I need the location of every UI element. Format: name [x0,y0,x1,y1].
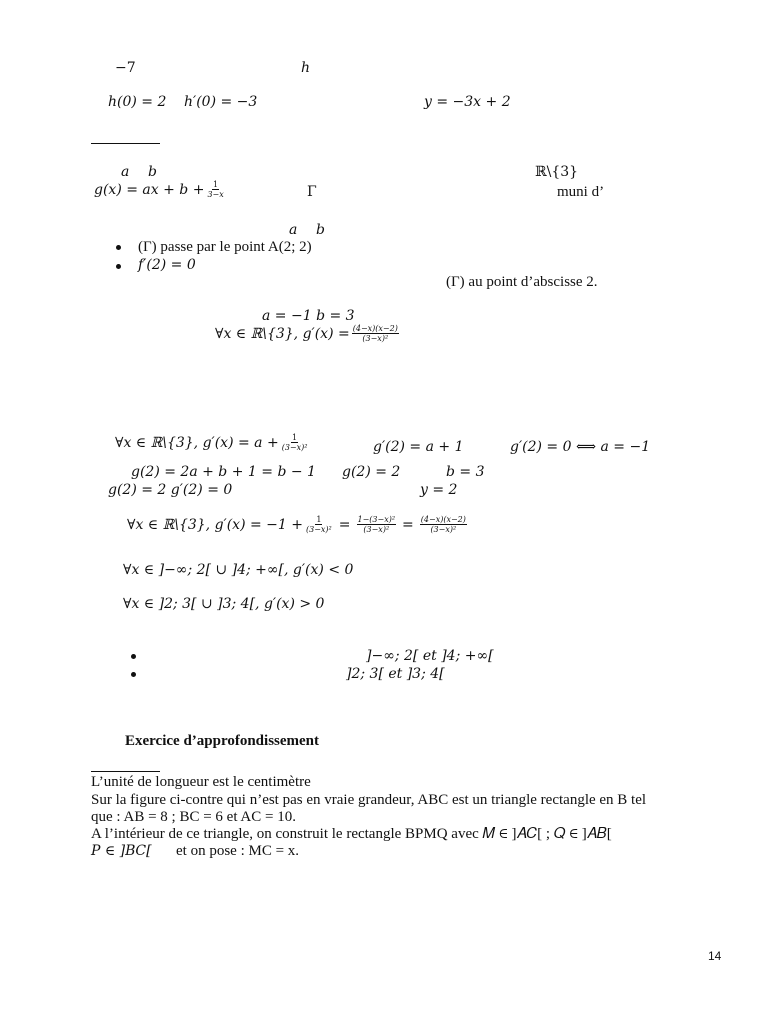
solution-g-prime-text: ∀𝑥 ∈ ℝ\{3}, 𝑔′(𝑥) = 𝑎 + [115,434,279,451]
g-at-2-expression: 𝑔(2) = 2𝑎 + 𝑏 + 1 = 𝑏 − 1 [131,464,316,480]
exercise-title: Exercice d’approfondissement [125,733,320,749]
paragraph-line-1: L’unité de longueur est le centimètre [91,774,311,790]
equals-sign: = [402,516,414,533]
g-definition [94,180,227,199]
increasing-intervals: ]2; 3[ 𝑒𝑡 ]3; 4[ [346,666,445,682]
fraction-2-denominator: (3−𝑥)² [363,525,390,535]
tangent-question: (Γ) au point d’abscisse 2. [446,274,598,290]
tangent-y-2: 𝑦 = 2 [420,482,458,498]
bullet-icon [116,264,121,269]
fraction-1-numerator: 1 [316,515,322,524]
decreasing-intervals: ]−∞; 2[ 𝑒𝑡 ]4; +∞[ [366,648,494,664]
bullet-icon [131,654,136,659]
answer-a-b: 𝑎 = −1 𝑏 = 3 [262,308,355,324]
muni-text: muni d’ [557,184,605,200]
answer-g-prime-fraction [352,324,399,343]
b-solution: 𝑏 = 3 [446,464,485,480]
equals-sign: = [338,516,351,533]
a-solution: 𝑔′(2) = 0 ⟺ 𝑎 = −1 [510,439,651,455]
answer-numerator: (4−𝑥)(𝑥−2) [352,324,398,333]
fraction-3-numerator: (4−𝑥)(𝑥−2) [420,515,466,524]
g-definition-text: 𝑔(𝑥) = 𝑎𝑥 + 𝑏 + [94,181,205,198]
g-prime-computation [127,515,469,534]
value-minus-seven: −7 [115,60,136,76]
answer-denominator: (3−𝑥)² [362,334,389,344]
sign-positive-interval: ∀𝑥 ∈ ]2; 3[ ∪ ]3; 4[, 𝑔′(𝑥) > 0 [123,596,325,612]
fraction-2-numerator: 1−(3−𝑥)² [357,515,396,524]
h-at-zero: ℎ(0) = 2 [108,94,167,110]
bullet-icon [131,672,136,677]
section-divider [91,143,160,144]
g-def-numerator: 1 [213,180,219,189]
fraction-3-denominator: (3−𝑥)² [430,525,457,535]
condition-derivative: 𝑓′(2) = 0 [138,257,196,273]
bullet-icon [116,245,121,250]
g-prime-at-2: 𝑔′(2) = 𝑎 + 1 [373,439,464,455]
paragraph-line-3: que : AB = 8 ; BC = 6 et AC = 10. [91,809,296,825]
param-a: 𝑎 [121,164,130,180]
g-at-2-value: 𝑔(2) = 2 [342,464,401,480]
answer-g-prime-text: ∀𝑥 ∈ ℝ\{3}, 𝑔′(𝑥) = [215,325,350,342]
fraction-3 [420,515,467,534]
g-definition-fraction [206,180,224,199]
paragraph-line-5-math: 𝑃 ∈ ]𝐵𝐶[ [91,843,152,859]
conditions-at-2: 𝑔(2) = 2 𝑔′(2) = 0 [108,482,233,498]
sign-negative-interval: ∀𝑥 ∈ ]−∞; 2[ ∪ ]4; +∞[, 𝑔′(𝑥) < 0 [123,562,354,578]
param-a-2: 𝑎 [289,222,298,238]
solution-g-prime [115,433,310,452]
fraction-2 [357,515,397,534]
solution-g-prime-fraction [281,433,309,452]
answer-g-prime [215,324,401,343]
condition-point-a: (Γ) passe par le point A(2; 2) [138,239,312,255]
fraction-1-denominator: (3−𝑥)² [306,525,332,535]
param-b: 𝑏 [148,164,157,180]
section-divider [91,771,160,772]
h-prime-at-zero: ℎ′(0) = −3 [184,94,258,110]
paragraph-line-2: Sur la figure ci-contre qui n’est pas en vraie grandeur, ABC est un triangle rectangle en B tel [91,792,647,808]
solution-denominator: (3−𝑥)² [281,443,308,453]
g-prime-computation-text: ∀𝑥 ∈ ℝ\{3}, 𝑔′(𝑥) = −1 + [127,516,303,533]
fraction-1 [305,515,333,534]
paragraph-line-5-text: et on pose : MC = x. [176,843,300,859]
param-b-2: 𝑏 [316,222,325,238]
paragraph-line-4: A l’intérieur de ce triangle, on construit le rectangle BPMQ avec 𝑀 ∈ ]𝐴𝐶[ ; 𝑄 ∈ ]𝐴𝐵[ [91,826,612,842]
tangent-equation-h: 𝑦 = −3𝑥 + 2 [424,94,511,110]
domain-r-minus-3: ℝ\{3} [535,164,579,180]
function-h: ℎ [301,60,311,76]
g-def-denominator: 3−𝑥 [207,190,224,200]
solution-numerator: 1 [292,433,298,442]
curve-gamma: Γ [307,184,317,200]
page-number: 14 [708,949,722,963]
